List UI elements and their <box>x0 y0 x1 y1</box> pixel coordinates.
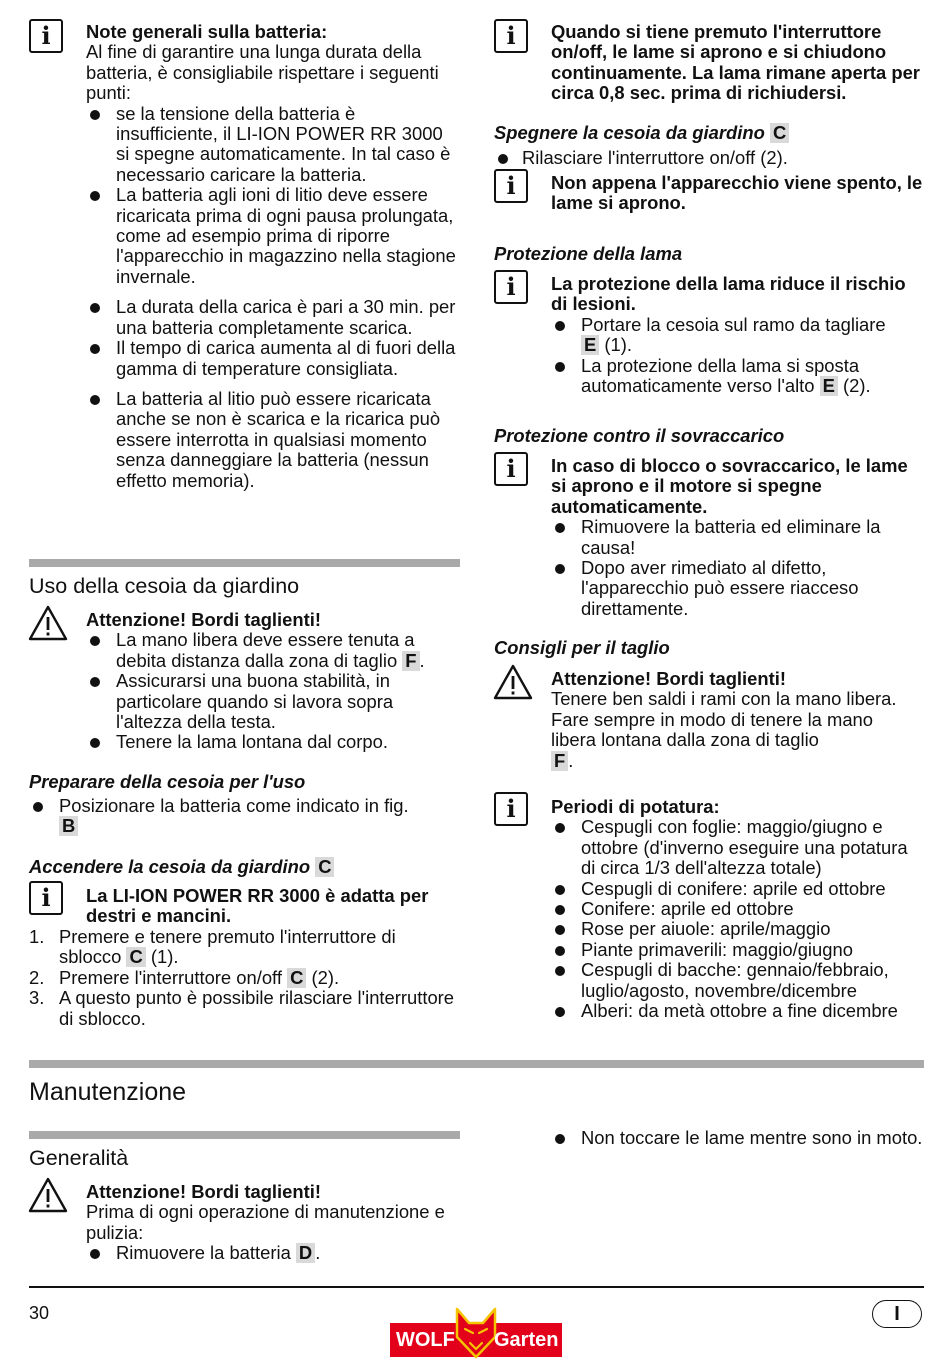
protezione-lama: La protezione della lama riduce il rischio di lesioni. Portare la cesoia sul ramo da tagliare E (1). La protezione della lama si sposta automaticamente verso l'alto E (2). <box>551 274 923 396</box>
wolf-head-icon <box>453 1307 499 1359</box>
generalita-warning: Attenzione! Bordi taglienti! Prima di ogni operazione di manutenzione e pulizia: Rimuovere la batteria D . <box>86 1182 460 1264</box>
info-icon: i <box>29 19 63 53</box>
list-item: La batteria agli ioni di litio deve essere ricaricata prima di ogni pausa prolungata, come ad esempio prima di riporre l'apparecchio in magazzino nella stagione invernale. <box>86 185 460 287</box>
section-heading-generalita: Generalità <box>29 1146 129 1170</box>
warning-icon <box>28 605 68 641</box>
list-item: Cespugli con foglie: maggio/giugno e ottobre (d'inverno eseguire una potatura di circa 1/3 dell'altezza totale) <box>551 817 925 878</box>
list-item: se la tensione della batteria è insufficiente, il LI-ION POWER RR 3000 si spegne automaticamente. In tal caso è necessario caricare la batteria. <box>86 104 460 186</box>
list-item: Rose per aiuole: aprile/maggio <box>551 919 925 939</box>
list-item: 3. A questo punto è possibile rilasciare l'interruttore di sblocco. <box>29 987 455 1029</box>
list-item: 1. Premere e tenere premuto l'interruttore di sblocco C (1). <box>29 926 396 968</box>
section-heading-manutenzione: Manutenzione <box>29 1078 187 1106</box>
periodi-potatura: Periodi di potatura: Cespugli con foglie: maggio/giugno e ottobre (d'inverno eseguire una potatura di circa 1/3 dell'altezza totale) Cespugli di conifere: aprile ed ottobre Conifere: aprile ed ottobre Rose per aiuole: aprile/maggio Piante primaverili: maggio/giugno Cespugli di bacche: gennaio/febbraio, luglio/agosto, novembre/dicembre Alberi: da metà ottobre a fine dicembre <box>551 797 925 1021</box>
list-item: La mano libera deve essere tenuta a debita distanza dalla zona di taglio F . <box>86 630 460 671</box>
sovraccarico: In caso di blocco o sovraccarico, le lame si aprono e il motore si spegne automaticamente. Rimuovere la batteria ed eliminare la causa! Dopo aver rimediato al difetto, l'apparecchio può essere riacceso direttamente. <box>551 456 923 619</box>
list-item: Posizionare la batteria come indicato in fig. B <box>29 796 460 837</box>
logo-text-left: WOLF <box>396 1329 455 1351</box>
consigli: Attenzione! Bordi taglienti! Tenere ben saldi i rami con la mano libera. Fare sempre in modo di tenere la mano libera lontana dalla zona di taglio F . <box>551 669 923 771</box>
wolf-garten-logo <box>390 1307 562 1359</box>
logo-text-right: Garten <box>494 1329 559 1351</box>
spegnere-list <box>494 148 924 168</box>
page-number: 30 <box>29 1303 50 1323</box>
list-item: Tenere la lama lontana dal corpo. <box>86 732 460 752</box>
info-icon: i <box>494 169 528 203</box>
list-item: Rimuovere la batteria D . <box>86 1243 460 1263</box>
generalita-right <box>551 1128 923 1148</box>
warning-icon <box>493 664 533 700</box>
battery-notes-intro: Al fine di garantire una lunga durata della batteria, è consigliabile rispettare i seguenti punti: <box>86 41 439 104</box>
battery-notes-title: Note generali sulla batteria: <box>86 21 328 42</box>
figure-tag: D <box>296 1243 315 1263</box>
figure-tag: C <box>315 857 334 877</box>
list-item: Il tempo di carica aumenta al di fuori della gamma di temperature consigliata. <box>86 338 460 379</box>
language-badge: I <box>872 1300 922 1328</box>
list-item: La batteria al litio può essere ricaricata anche se non è scarica e la ricarica può essere interrotta in qualsiasi momento senza danneggiare la batteria (nessun effetto memoria). <box>86 389 460 491</box>
warning-icon <box>28 1177 68 1213</box>
list-item: Rimuovere la batteria ed eliminare la causa! <box>551 517 923 558</box>
info-icon: i <box>494 452 528 486</box>
subheading-consigli: Consigli per il taglio <box>494 637 670 658</box>
figure-tag: E <box>581 335 599 355</box>
list-item: Portare la cesoia sul ramo da tagliare E (1). <box>551 315 923 356</box>
list-item: Rilasciare l'interruttore on/off (2). <box>494 148 924 168</box>
warning-title: Attenzione! Bordi taglienti! <box>86 609 321 630</box>
figure-tag: F <box>402 651 419 671</box>
subheading-protezione-lama: Protezione della lama <box>494 243 683 264</box>
list-item: Assicurarsi una buona stabilità, in particolare quando si lavora sopra l'altezza della testa. <box>86 671 460 732</box>
preparare-list <box>29 796 460 837</box>
figure-tag: B <box>59 816 78 836</box>
list-item: 2. Premere l'interruttore on/off C (2). <box>29 966 340 988</box>
subheading-spegnere: Spegnere la cesoia da giardino C <box>494 123 789 143</box>
info-icon: i <box>29 881 63 915</box>
list-item: Conifere: aprile ed ottobre <box>551 899 925 919</box>
accendere-steps <box>29 927 460 1029</box>
list-item: Piante primaverili: maggio/giugno <box>551 940 925 960</box>
list-item: La protezione della lama si sposta automaticamente verso l'alto E (2). <box>551 356 923 397</box>
list-item: Cespugli di conifere: aprile ed ottobre <box>551 879 925 899</box>
footer-rule <box>29 1286 924 1288</box>
list-item: Dopo aver rimediato al difetto, l'apparecchio può essere riacceso direttamente. <box>551 558 923 619</box>
spegnere-note: Non appena l'apparecchio viene spento, le lame si aprono. <box>551 172 923 214</box>
section-heading-uso: Uso della cesoia da giardino <box>29 574 300 598</box>
subheading-sovraccarico: Protezione contro il sovraccarico <box>494 425 785 446</box>
subheading-preparare: Preparare della cesoia per l'uso <box>29 771 306 792</box>
figure-tag: C <box>287 968 306 988</box>
warning-title: Attenzione! Bordi taglienti! <box>551 668 786 689</box>
list-item: Alberi: da metà ottobre a fine dicembre <box>551 1001 925 1021</box>
figure-tag: C <box>126 947 145 967</box>
uso-warning <box>86 610 460 753</box>
list-item: Non toccare le lame mentre sono in moto. <box>551 1128 923 1148</box>
section-divider <box>29 1131 460 1139</box>
section-divider-wide <box>29 1060 924 1068</box>
battery-notes <box>86 22 460 491</box>
figure-tag: E <box>820 376 838 396</box>
info-icon: i <box>494 270 528 304</box>
section-divider <box>29 559 460 567</box>
subheading-accendere: Accendere la cesoia da giardino C <box>29 857 334 877</box>
list-item: La durata della carica è pari a 30 min. per una batteria completamente scarica. <box>86 297 460 338</box>
info-icon: i <box>494 19 528 53</box>
warning-title: Attenzione! Bordi taglienti! <box>86 1181 321 1202</box>
figure-tag: C <box>770 123 789 143</box>
accendere-note: La LI-ION POWER RR 3000 è adatta per destri e mancini. <box>86 885 429 927</box>
info-icon: i <box>494 792 528 826</box>
list-item: Cespugli di bacche: gennaio/febbraio, luglio/agosto, novembre/dicembre <box>551 960 925 1001</box>
onoff-note: Quando si tiene premuto l'interruttore on/off, le lame si aprono e si chiudono continuamente. La lama rimane aperta per circa 0,8 sec. prima di richiudersi. <box>551 21 920 104</box>
figure-tag: F <box>551 751 568 771</box>
